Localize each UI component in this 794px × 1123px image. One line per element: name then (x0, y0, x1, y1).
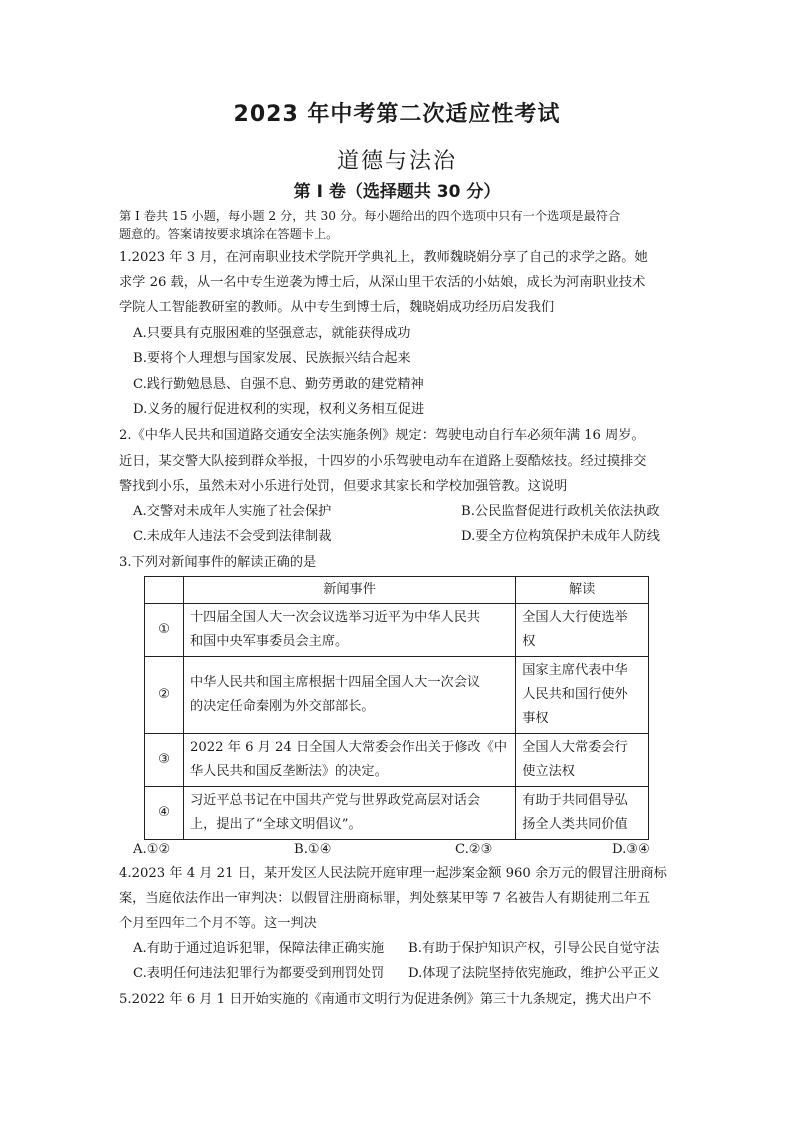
question-4-option-c: C.表明任何违法犯罪行为都要受到刑罚处罚 (133, 966, 385, 981)
question-5-stem: 5.2022 年 6 月 1 日开始实施的《南通市文明行为促进条例》第三十九条规定，携犬出户不 (119, 992, 652, 1007)
interpretation-cell (516, 604, 649, 657)
question-1-option-b: B.要将个人理想与国家发展、民族振兴结合起来 (133, 351, 411, 366)
news-cell (183, 657, 515, 734)
table-header-interpretation: 解读 (516, 577, 649, 604)
section-title: 第 I 卷（选择题共 30 分） (293, 182, 501, 202)
question-2-stem: 2.《中华人民共和国道路交通安全法实施条例》规定：驾驶电动自行车必须年满 16 周岁。 (119, 428, 645, 443)
question-2-stem: 近日，某交警大队接到群众举报，十四岁的小乐驾驶电动车在道路上耍酷炫技。经过摸排交 (119, 454, 647, 469)
question-3-option-d: D.③④ (612, 842, 650, 857)
row-number: ② (145, 657, 184, 734)
instructions-line: 第 I 卷共 15 小题，每小题 2 分，共 30 分。每小题给出的四个选项中只有一个选项是最符合 (119, 209, 621, 223)
question-1-option-c: C.践行勤勉恳恳、自强不息、勤劳勇敢的建党精神 (133, 377, 424, 392)
question-2-option-c: C.未成年人违法不会受到法律制裁 (133, 529, 332, 544)
interpretation-text: 有助于共同倡导弘 (522, 793, 628, 808)
interpretation-text: 权 (522, 634, 536, 649)
question-2-option-a: A.交警对未成年人实施了社会保护 (133, 504, 332, 519)
table-row (145, 787, 649, 840)
question-3-option-a: A.①② (133, 842, 171, 857)
interpretation-cell (516, 734, 649, 787)
news-cell (183, 604, 515, 657)
table-row (145, 657, 649, 734)
table-row (145, 604, 649, 657)
news-text: 2022 年 6 月 24 日全国人大常委会作出关于修改《中 (189, 740, 508, 755)
question-1-option-d: D.义务的履行促进权利的实现，权利义务相互促进 (133, 402, 425, 417)
table-header-num (145, 577, 184, 604)
news-cell (183, 734, 515, 787)
exam-title: 2023 年中考第二次适应性考试 (233, 102, 561, 127)
row-number: ③ (145, 734, 184, 787)
question-3-option-b: B.①④ (294, 842, 332, 857)
question-1-stem: 求学 26 载，从一名中专生逆袭为博士后，从深山里干农活的小姑娘，成长为河南职业技术 (119, 275, 646, 290)
question-1-option-a: A.只要具有克服困难的坚强意志，就能获得成功 (133, 326, 411, 341)
subject-title: 道德与法治 (336, 149, 457, 174)
table-header-row (145, 577, 649, 604)
news-text: 的决定任命秦刚为外交部部长。 (189, 699, 375, 714)
question-4-option-d: D.体现了法院坚持依宪施政，维护公平正义 (408, 966, 660, 981)
question-2-option-b: B.公民监督促进行政机关依法执政 (461, 504, 660, 519)
question-3-stem: 3.下列对新闻事件的解读正确的是 (119, 555, 317, 570)
question-2-stem: 警找到小乐，虽然未对小乐进行处罚，但要求其家长和学校加强管教。这说明 (119, 479, 568, 494)
interpretation-cell (516, 657, 649, 734)
question-3-option-c: C.②③ (455, 842, 493, 857)
question-1-stem: 学院人工智能教研室的教师。从中专生到博士后，魏晓娟成功经历启发我们 (119, 300, 555, 315)
news-text: 华人民共和国反垄断法》的决定。 (189, 764, 388, 779)
question-4-stem: 个月至四年二个月不等。这一判决 (119, 916, 317, 931)
news-text: 习近平总书记在中国共产党与世界政党高层对话会 (189, 793, 481, 808)
question-4-option-b: B.有助于保护知识产权，引导公民自觉守法 (408, 941, 660, 956)
interpretation-text: 全国人大行使选举 (522, 610, 628, 625)
table-row (145, 734, 649, 787)
interpretation-text: 国家主席代表中华 (522, 663, 628, 678)
row-number: ④ (145, 787, 184, 840)
table-header-news: 新闻事件 (183, 577, 515, 604)
question-4-stem: 案，当庭依法作出一审判决：以假冒注册商标罪，判处蔡某甲等 7 名被告人有期徒刑二年五 (119, 891, 651, 906)
interpretation-text: 全国人大常委会行 (522, 740, 628, 755)
interpretation-text: 使立法权 (522, 764, 575, 779)
question-4-option-a: A.有助于通过追诉犯罪，保障法律正确实施 (133, 941, 385, 956)
news-text: 上，提出了“全球文明倡议”。 (189, 817, 362, 832)
instructions-line: 题意的。答案请按要求填涂在答题卡上。 (119, 227, 339, 241)
news-text: 十四届全国人大一次会议选举习近平为中华人民共 (189, 610, 481, 625)
news-text: 中华人民共和国主席根据十四届全国人大一次会议 (189, 675, 481, 690)
interpretation-text: 人民共和国行使外 (522, 687, 628, 702)
row-number: ① (145, 604, 184, 657)
interpretation-text: 事权 (522, 711, 549, 726)
question-2-option-d: D.要全方位构筑保护未成年人防线 (461, 529, 660, 544)
interpretation-text: 扬全人类共同价值 (522, 817, 628, 832)
question-1-stem: 1.2023 年 3 月，在河南职业技术学院开学典礼上，教师魏晓娟分享了自己的求学之路。她 (119, 250, 648, 265)
news-text: 和国中央军事委员会主席。 (189, 634, 349, 649)
question-4-stem: 4.2023 年 4 月 21 日，某开发区人民法院开庭审理一起涉案金额 960 余万元的假冒注册商标 (119, 866, 667, 881)
interpretation-cell (516, 787, 649, 840)
news-table (144, 576, 649, 840)
news-cell (183, 787, 515, 840)
